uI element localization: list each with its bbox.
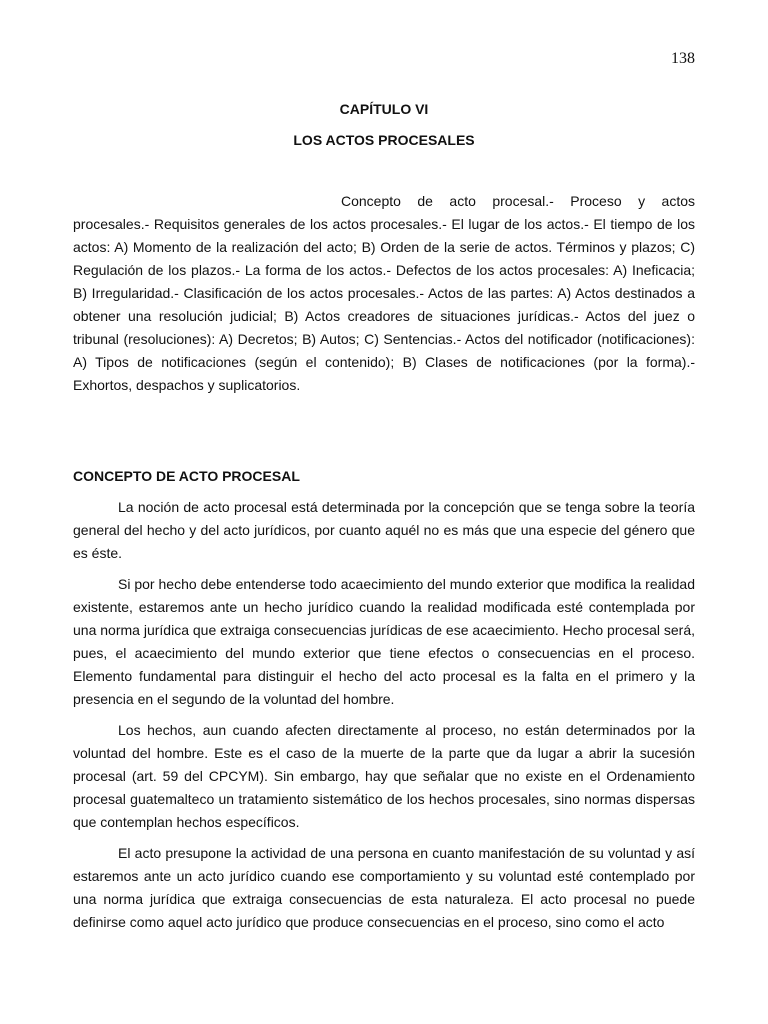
paragraph: El acto presupone la actividad de una persona en cuanto manifestación de su voluntad y así estaremos ante un acto jurídico cuando ese comportamiento y su voluntad esté contemplado por una norma jurídica que extraiga consecuencias de esta naturaleza. El acto procesal no puede definirse como aquel acto jurídico que produce consecuencias en el proceso, sino como el acto <box>73 845 695 930</box>
chapter-summary: Concepto de acto procesal.- Proceso y actos procesales.- Requisitos generales de los actos procesales.- El lugar de los actos.- El tiempo de los actos: A) Momento de la realización del acto; B) Orden de la serie de actos. Términos y plazos; C) Regulación de los plazos.- La forma de los actos.- Defectos de los actos procesales: A) Ineficacia; B) Irregularidad.- Clasificación de los actos procesales.- Actos de las partes: A) Actos destinados a obtener una resolución judicial; B) Actos creadores de situaciones jurídicas.- Actos del juez o tribunal (resoluciones): A) Decretos; B) Autos; C) Sentencias.- Actos del notificador (notificaciones): A) Tipos de notificaciones (según el contenido); B) Clases de notificaciones (por la forma).- Exhortos, despachos y suplicatorios. <box>73 193 695 393</box>
section-body <box>73 496 695 942</box>
page-number: 138 <box>671 50 695 67</box>
paragraph: Los hechos, aun cuando afecten directamente al proceso, no están determinados por la voluntad del hombre. Este es el caso de la muerte de la parte que da lugar a abrir la sucesión procesal (art. 59 del CPCYM). Sin embargo, hay que señalar que no existe en el Ordenamiento procesal guatemalteco un tratamiento sistemático de los hechos procesales, sino normas dispersas que contemplan hechos específicos. <box>73 722 695 830</box>
paragraph: La noción de acto procesal está determinada por la concepción que se tenga sobre la teoría general del hecho y del acto jurídicos, por cuanto aquél no es más que una especie del género que es éste. <box>73 499 695 561</box>
chapter-subtitle: LOS ACTOS PROCESALES <box>293 132 475 148</box>
paragraph: Si por hecho debe entenderse todo acaecimiento del mundo exterior que modifica la realidad existente, estaremos ante un hecho jurídico cuando la realidad modificada esté contemplada por una norma jurídica que extraiga consecuencias jurídicas de ese acaecimiento. Hecho procesal será, pues, el acaecimiento del mundo exterior que tiene efectos o consecuencias en el proceso. Elemento fundamental para distinguir el hecho del acto procesal es la falta en el primero y la presencia en el segundo de la voluntad del hombre. <box>73 576 695 707</box>
section-heading: CONCEPTO DE ACTO PROCESAL <box>73 468 300 484</box>
chapter-title: CAPÍTULO VI <box>339 101 429 117</box>
